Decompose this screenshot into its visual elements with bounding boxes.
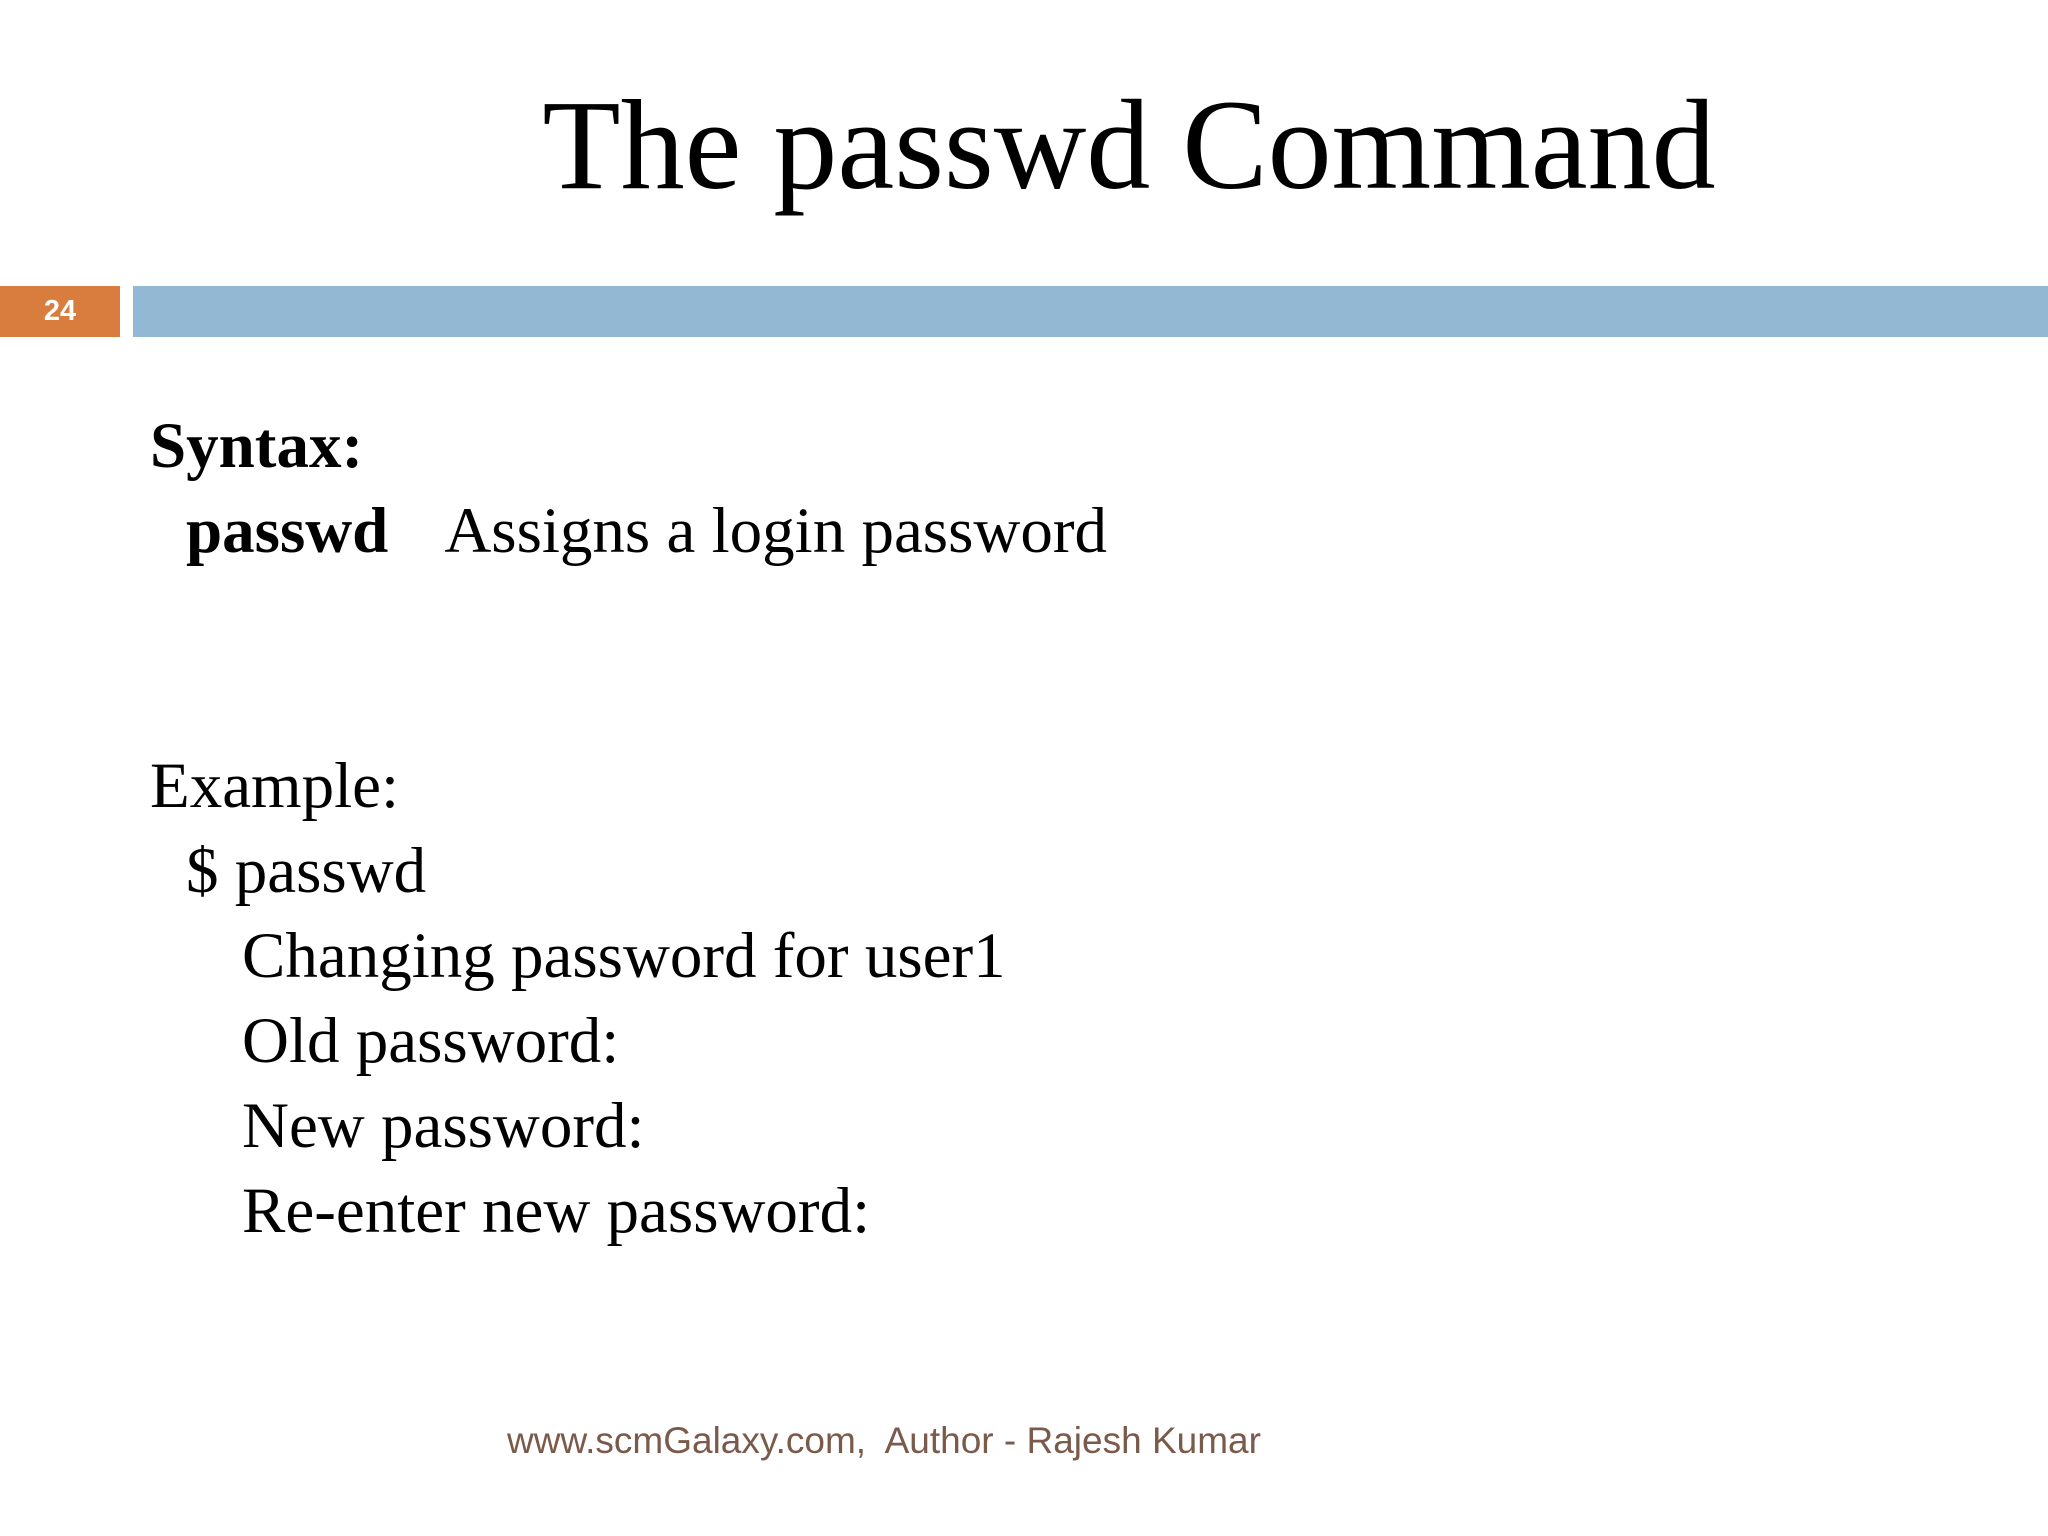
- spacer: [150, 574, 1950, 744]
- slide-title: The passwd Command: [542, 74, 1716, 216]
- example-output-line: New password:: [242, 1090, 645, 1162]
- slide-number: 24: [0, 286, 120, 337]
- example-prompt-line: $ passwd: [186, 835, 427, 907]
- header-divider-bar: [133, 286, 2048, 337]
- syntax-line: [150, 489, 1950, 574]
- syntax-description: Assigns a login password: [444, 495, 1107, 567]
- example-heading: Example:: [150, 750, 400, 822]
- syntax-command: passwd: [186, 495, 389, 567]
- syntax-heading: Syntax:: [150, 410, 364, 482]
- example-output-line: Old password:: [242, 1005, 620, 1077]
- example-output-line: Changing password for user1: [242, 920, 1006, 992]
- example-output-line: Re-enter new password:: [242, 1175, 871, 1247]
- footer-credit: www.scmGalaxy.com, Author - Rajesh Kumar: [507, 1420, 1261, 1461]
- slide-body: [150, 404, 1950, 1254]
